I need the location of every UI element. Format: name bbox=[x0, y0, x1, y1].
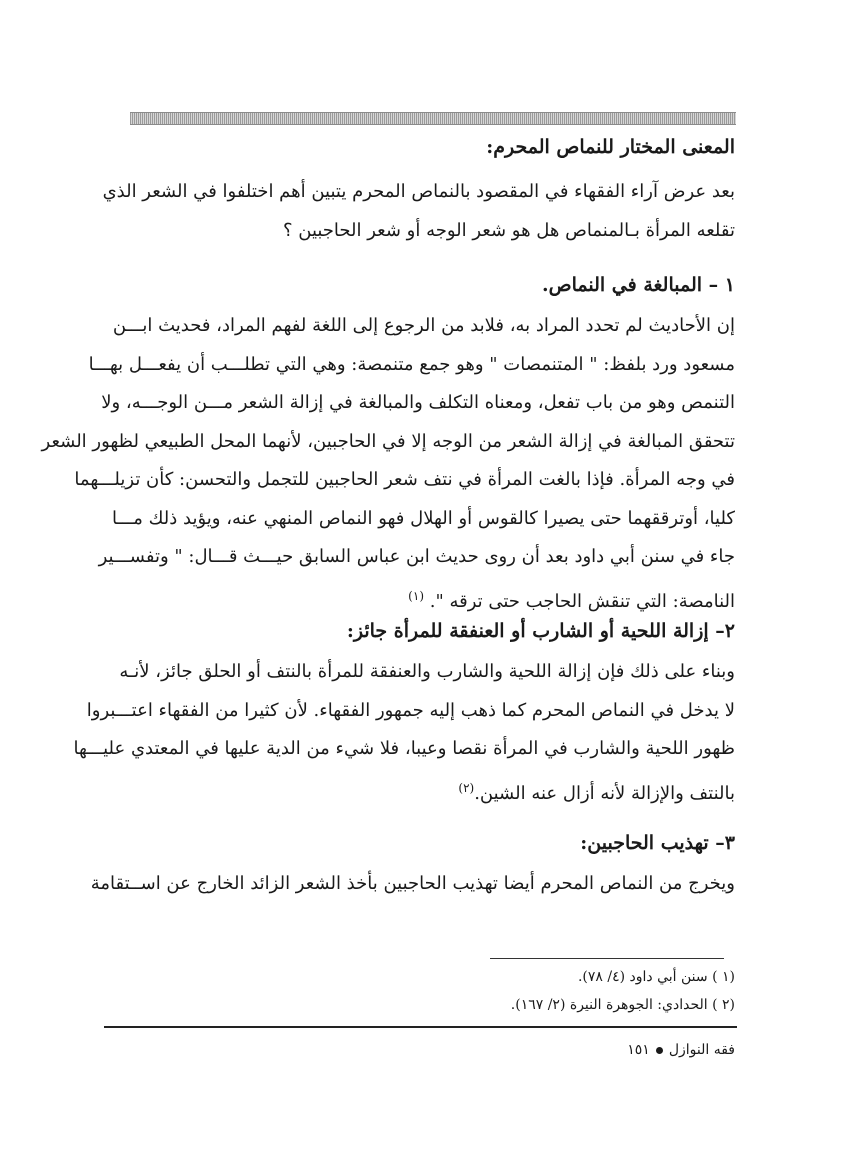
section2-line: لا يدخل في النماص المحرم كما ذهب إليه جمهور الفقهاء. لأن كثيرا من الفقهاء اعتـــبروا bbox=[86, 699, 735, 721]
section3-line: ويخرج من النماص المحرم أيضا تهذيب الحاجبين بأخذ الشعر الزائد الخارج عن اســتقامة bbox=[90, 873, 735, 894]
section1-line: التنمص وهو من باب تفعل، ومعناه التكلف والمبالغة في إزالة الشعر مـــن الوجـــه، ولا bbox=[101, 392, 735, 413]
intro-line: تقلعه المرأة بـالمنماص هل هو شعر الوجه أو شعر الحاجبين ؟ bbox=[282, 219, 735, 241]
top-decorative-rule bbox=[130, 112, 736, 125]
section1-line: إن الأحاديث لم تحدد المراد به، فلابد من الرجوع إلى اللغة لفهم المراد، فحديث ابـــن bbox=[112, 315, 735, 336]
section1-line: جاء في سنن أبي داود بعد أن روى حديث ابن عباس السابق حيـــث قـــال: " وتفســـير bbox=[98, 546, 735, 567]
book-title: فقه النوازل bbox=[668, 1042, 735, 1058]
section1-last-line: النامصة: التي تنقش الحاجب حتى ترقه ". $^{(١)}$ bbox=[408, 588, 735, 612]
section1-paragraph bbox=[41, 307, 735, 621]
section1-line: مسعود ورد بلفظ: " المتنمصات " وهو جمع متنمصة: وهي التي تطلـــب أن يفعـــل بهـــا bbox=[88, 353, 735, 375]
section1-line: في وجه المرأة. فإذا بالغت المرأة في نتف شعر الحاجبين للتجمل والتحسن: كأن تزيلـــهما bbox=[74, 469, 735, 490]
footnote-separator bbox=[490, 958, 724, 959]
section1-line: كليا، أوترققهما حتى يصيرا كالقوس أو الهلال فهو النماص المنهي عنه، ويؤيد ذلك مـــا bbox=[111, 507, 735, 529]
section2-last-line: بالنتف والإزالة لأنه أزال عنه الشين.$^{(٢)}$ bbox=[458, 780, 735, 804]
section2-heading: ٢– إزالة اللحية أو الشارب أو العنفقة للمرأة جائز: bbox=[346, 620, 735, 642]
page-footer bbox=[627, 1042, 735, 1058]
intro-paragraph bbox=[102, 173, 735, 250]
footnote-ref-1[interactable]: (١) bbox=[408, 588, 424, 603]
footnote-2: (٢ ) الحدادي: الجوهرة النيرة (٢/ ١٦٧). bbox=[510, 997, 735, 1013]
section1-line: تتحقق المبالغة في إزالة الشعر من الوجه إلا في الحاجبين، لأنهما المحل الطبيعي لظهور الشعر bbox=[41, 430, 735, 452]
bullet-icon bbox=[656, 1047, 663, 1054]
page-number: ١٥١ bbox=[627, 1042, 650, 1058]
footnote-ref-2[interactable]: (٢) bbox=[458, 780, 475, 795]
footer-rule bbox=[104, 1026, 737, 1028]
intro-line: بعد عرض آراء الفقهاء في المقصود بالنماص المحرم يتبين أهم اختلفوا في الشعر الذي bbox=[102, 181, 735, 202]
footnote-1: (١ ) سنن أبي داود (٤/ ٧٨). bbox=[577, 969, 735, 985]
section2-line: ظهور اللحية والشارب في المرأة نقصا وعيبا، فلا شيء من الدية عليها في المعتدي عليـــها bbox=[73, 738, 735, 759]
section3-paragraph bbox=[90, 865, 735, 904]
main-heading: المعنى المختار للنماص المحرم: bbox=[486, 136, 735, 158]
section3-heading: ٣– تهذيب الحاجبين: bbox=[580, 832, 735, 854]
section2-paragraph bbox=[73, 653, 735, 813]
section1-heading: ١ – المبالغة في النماص. bbox=[542, 274, 735, 296]
section2-line: وبناء على ذلك فإن إزالة اللحية والشارب والعنفقة للمرأة بالنتف أو الحلق جائز، لأنـه bbox=[119, 661, 735, 682]
